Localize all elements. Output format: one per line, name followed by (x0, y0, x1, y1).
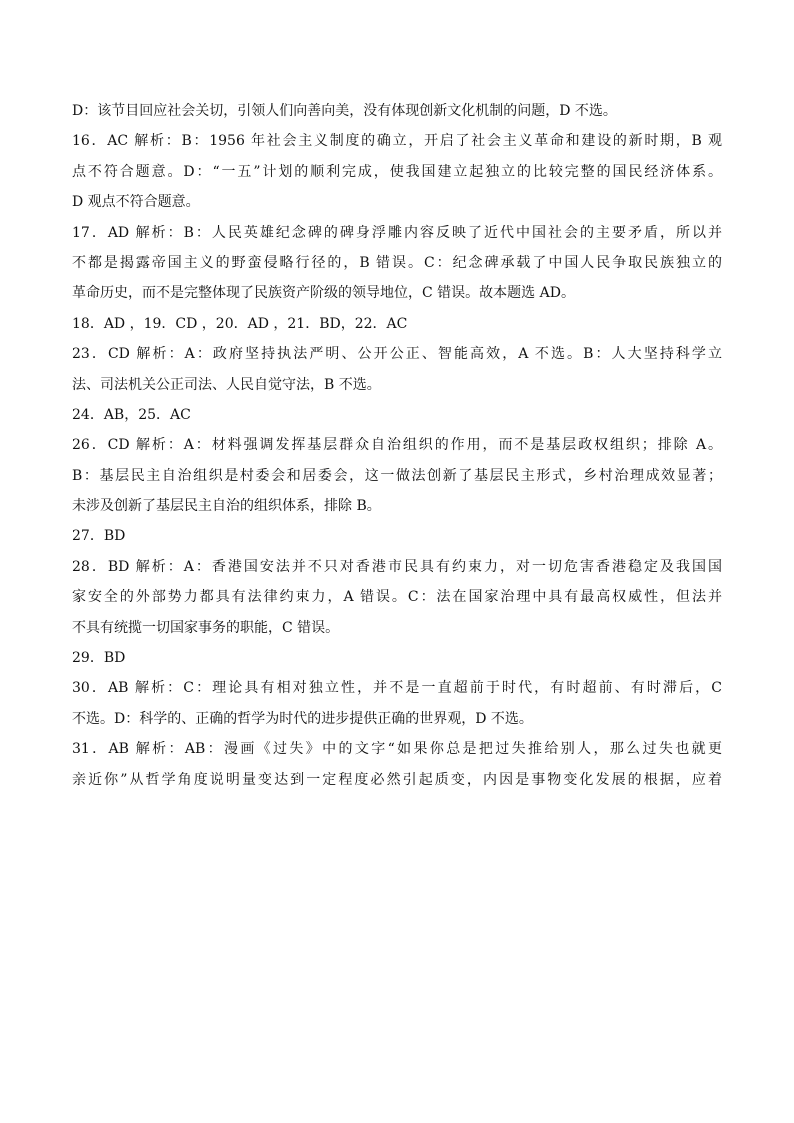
text-line: 革命历史，而不是完整体现了民族资产阶级的领导地位，C 错误。故本题选 AD。 (72, 285, 575, 302)
text-line: 点不符合题意。D：“一五”计划的顺利完成，使我国建立起独立的比较完整的国民经济体系。 (72, 163, 722, 180)
text-line: 24．AB，25．AC (72, 406, 191, 423)
text-line: 16．AC 解析：B：1956 年社会主义制度的确立，开启了社会主义革命和建设的新时期，B 观 (72, 133, 722, 150)
text-line: 29．BD (72, 650, 126, 667)
text-line: 17．AD 解析：B：人民英雄纪念碑的碑身浮雕内容反映了近代中国社会的主要矛盾，所以并 (72, 224, 722, 241)
text-line: B：基层民主自治组织是村委会和居委会，这一做法创新了基层民主形式，乡村治理成效显著； (72, 467, 722, 484)
text-line: 亲近你”从哲学角度说明量变达到一定程度必然引起质变，内因是事物变化发展的根据，应着 (72, 771, 722, 788)
answer-text-block (72, 96, 722, 795)
text-line: 23．CD 解析：A：政府坚持执法严明、公开公正、智能高效，A 不选。B：人大坚持科学立 (72, 346, 722, 363)
text-line: D：该节目回应社会关切，引领人们向善向美，没有体现创新文化机制的问题，D 不选。 (72, 103, 617, 119)
text-line: D 观点不符合题意。 (72, 194, 200, 211)
text-line: 28．BD 解析：A：香港国安法并不只对香港市民具有约束力，对一切危害香港稳定及我国国 (72, 558, 722, 575)
text-line: 不都是揭露帝国主义的野蛮侵略行径的，B 错误。C：纪念碑承载了中国人民争取民族独立的 (72, 254, 722, 271)
text-line: 18．AD ，19．CD ，20．AD ，21．BD，22．AC (72, 315, 408, 332)
text-line: 不具有统揽一切国家事务的职能，C 错误。 (72, 619, 340, 636)
text-line: 27．BD (72, 528, 126, 545)
text-line: 法、司法机关公正司法、人民自觉守法，B 不选。 (72, 376, 381, 393)
text-line: 家安全的外部势力都具有法律约束力，A 错误。C：法在国家治理中具有最高权威性，但法并 (72, 589, 722, 606)
text-line: 未涉及创新了基层民主自治的组织体系，排除 B。 (72, 498, 381, 515)
text-line: 31．AB 解析：AB：漫画《过失》中的文字“如果你总是把过失推给别人，那么过失也就更 (72, 741, 722, 758)
text-line: 不选。D：科学的、正确的哲学为时代的进步提供正确的世界观，D 不选。 (72, 710, 533, 727)
text-line: 26．CD 解析：A：材料强调发挥基层群众自治组织的作用，而不是基层政权组织；排除 A。 (72, 437, 722, 454)
text-line: 30．AB 解析：C：理论具有相对独立性，并不是一直超前于时代，有时超前、有时滞后，C (72, 680, 722, 697)
